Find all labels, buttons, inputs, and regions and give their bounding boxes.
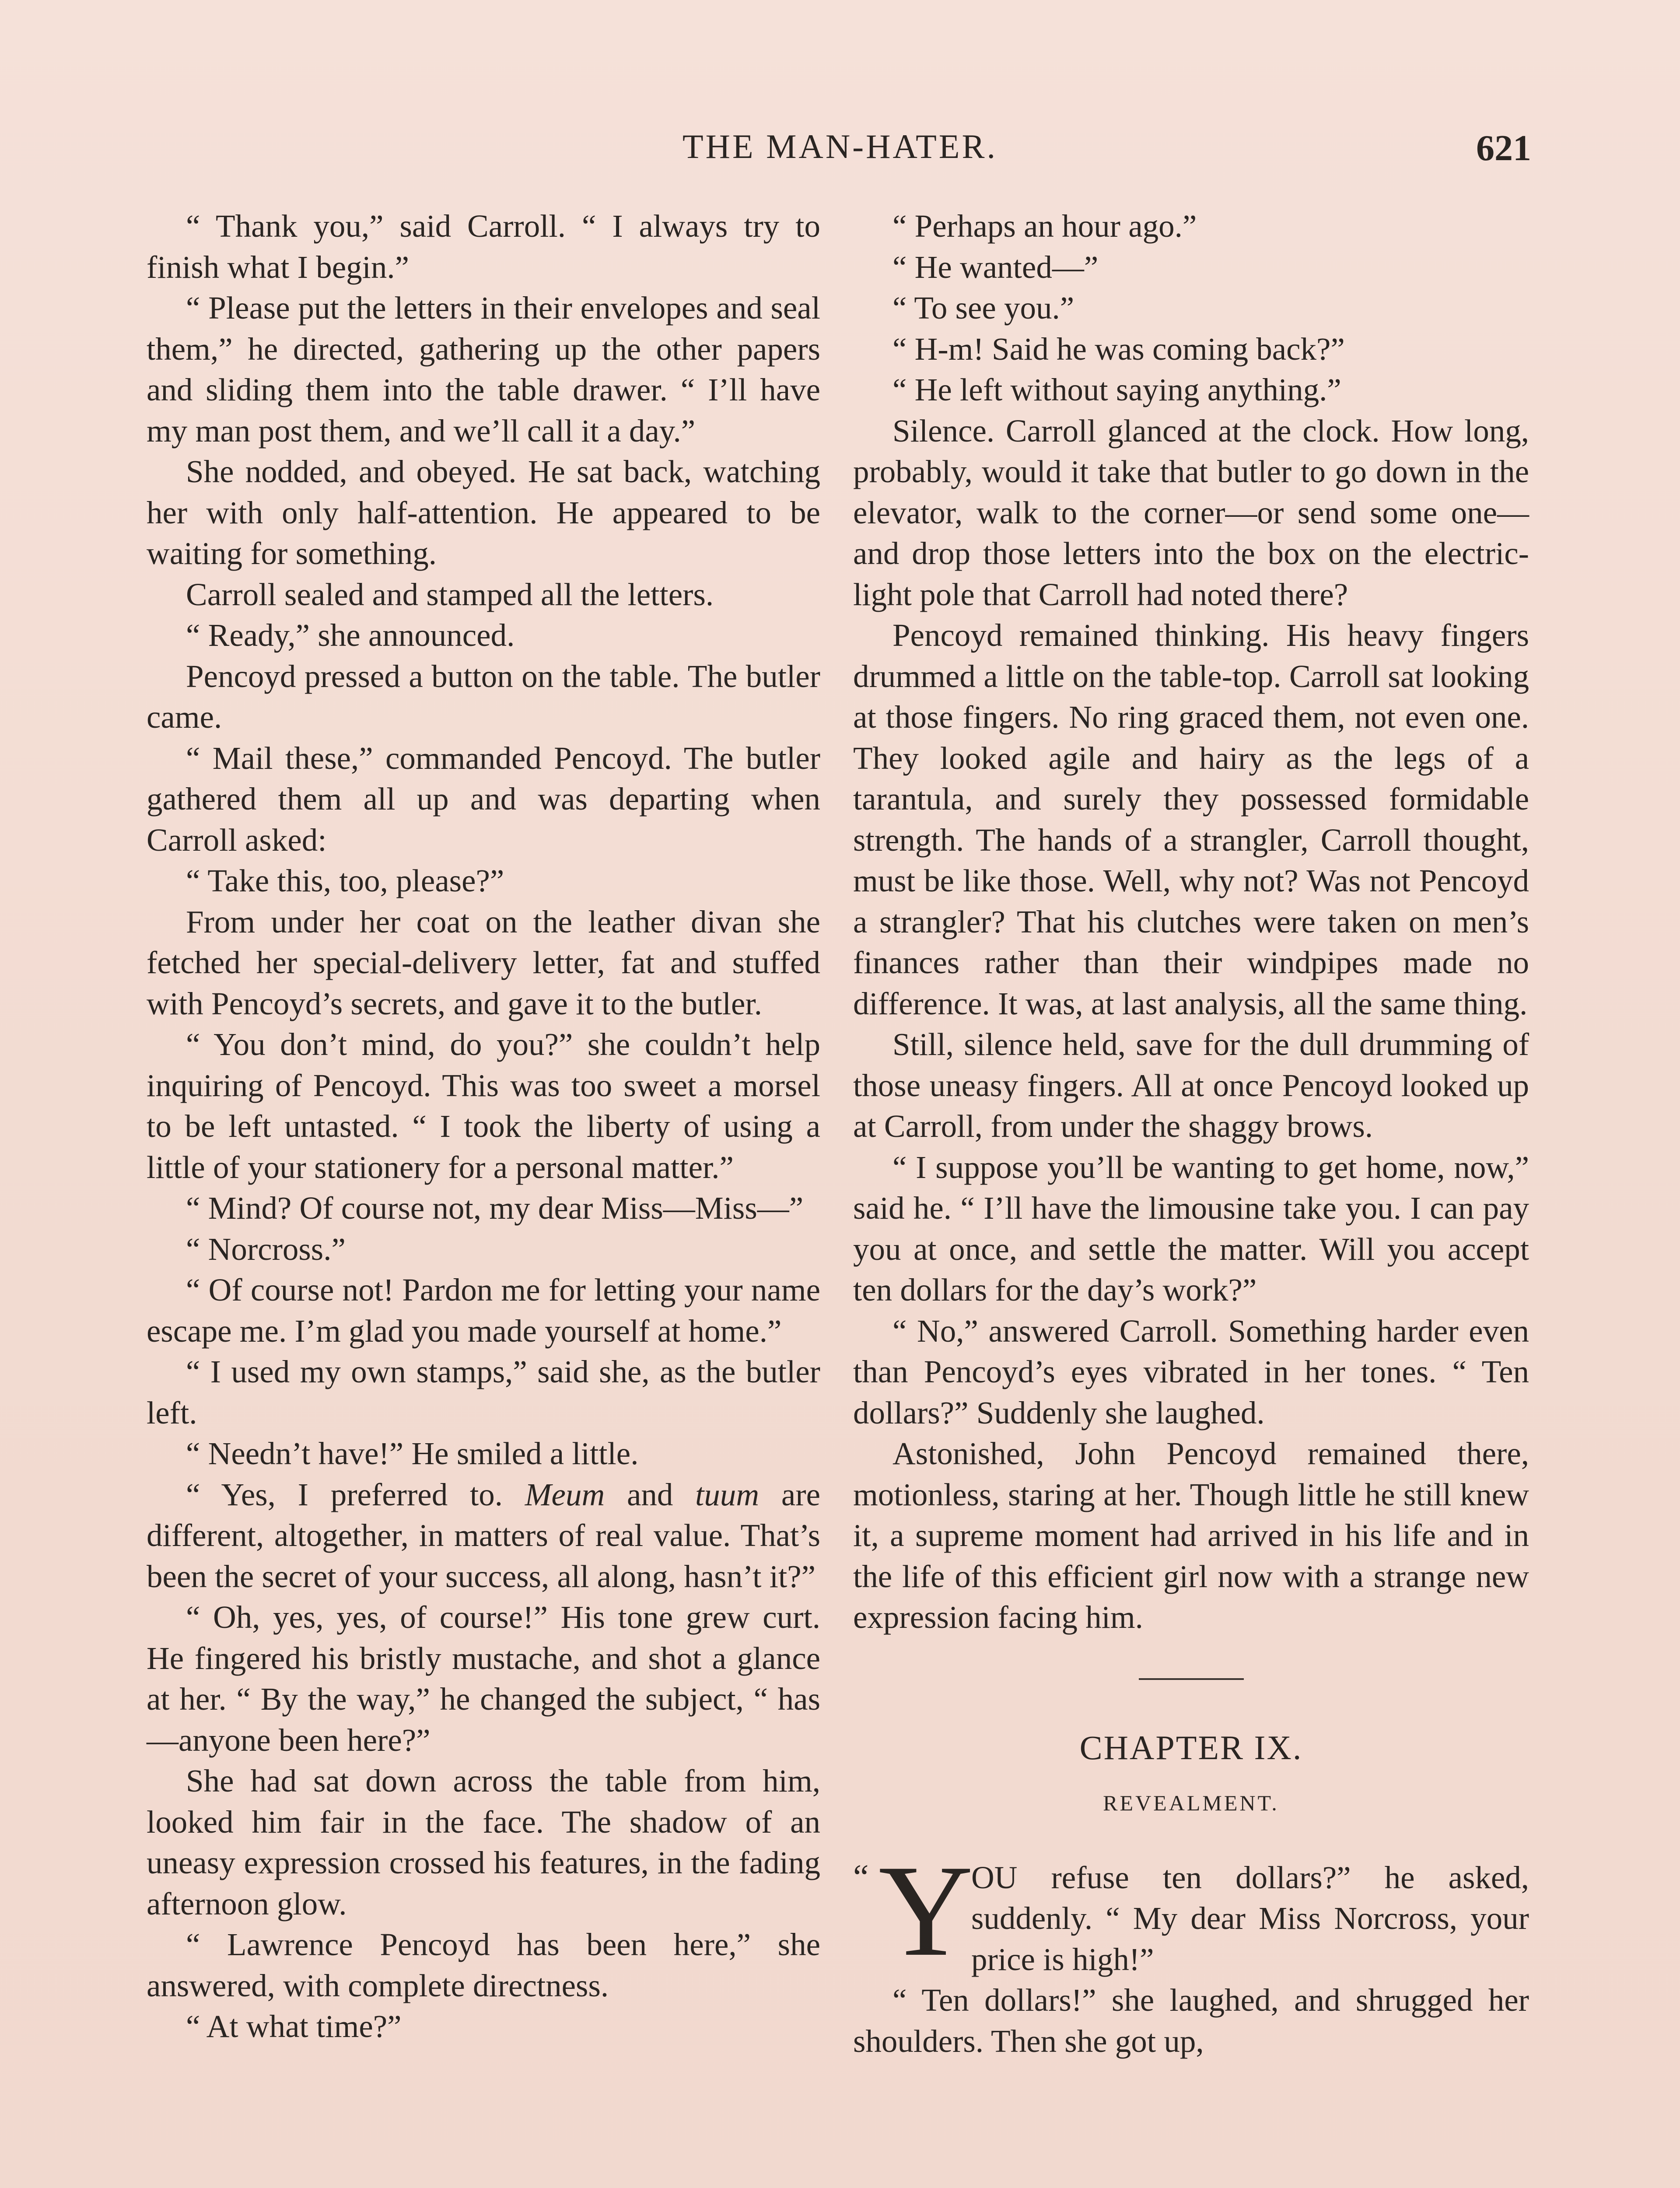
paragraph: “ Oh, yes, yes, of course!” His tone grew curt. He fingered his bristly mustache, and shot a glance at her. “ By the way,” he changed the subject, “ has—anyone been here?”: [147, 1599, 820, 1758]
paragraph: “ Ten dollars!” she laughed, and shrugged her shoulders. Then she got up,: [853, 1982, 1529, 2059]
drop-cap-quote: “: [853, 1858, 869, 1897]
paragraph: “ H-m! Said he was coming back?”: [892, 331, 1345, 367]
paragraph: “ Perhaps an hour ago.”: [892, 208, 1197, 244]
paragraph: “ You don’t mind, do you?” she couldn’t help inquiring of Pencoyd. This was too sweet a morsel to be left untasted. “ I took the liberty of using a little of your stationery for a personal matter.”: [147, 1027, 820, 1185]
drop-cap: [853, 1837, 973, 1983]
paragraph: “ I used my own stamps,” said she, as the butler left.: [147, 1354, 820, 1431]
paragraph: “ At what time?”: [186, 2009, 402, 2044]
paragraph: “ Of course not! Pardon me for letting your name escape me. I’m glad you made yourself at home.”: [147, 1272, 820, 1349]
drop-cap-letter: Y: [878, 1837, 973, 1983]
paragraph-meum-tuum: [147, 1474, 820, 1597]
paragraph: “ Ready,” she announced.: [186, 617, 515, 653]
running-title: THE MAN-HATER.: [682, 127, 998, 165]
paragraph: Silence. Carroll glanced at the clock. How long, probably, would it take that butler to go down in the elevator, walk to the corner—or send some one—and drop those letters into the box on the electric-light pole that Carroll had noted there?: [853, 413, 1529, 612]
italic-word-tuum: tuum: [695, 1476, 760, 1512]
section-divider: [1139, 1678, 1244, 1680]
chapter-subtitle: REVEALMENT.: [1103, 1791, 1279, 1815]
paragraph: Astonished, John Pencoyd remained there, motionless, staring at her. Though little he still knew it, a supreme moment had arrived in his life and in the life of this efficient girl now with a strange new expression facing him.: [853, 1436, 1529, 1635]
paragraph: “ Norcross.”: [186, 1231, 346, 1267]
italic-word-meum: Meum: [525, 1476, 605, 1512]
paragraph: “ Mail these,” commanded Pencoyd. The butler gathered them all up and was departing when Carroll asked:: [147, 740, 820, 858]
paragraph: “ To see you.”: [892, 290, 1074, 326]
paragraph: “ He left without saying anything.”: [892, 372, 1341, 407]
paragraph: Pencoyd remained thinking. His heavy fingers drummed a little on the table-top. Carroll sat looking at those fingers. No ring graced them, not even one. They looked agile and hairy as the legs of a tarantula, and surely they possessed formidable strength. The hands of a strangler, Carroll thought, must be like those. Well, why not? Was not Pencoyd a strangler? That his clutches were taken on men’s finances rather than their windpipes made no difference. It was, at last analysis, all the same thing.: [853, 617, 1529, 1021]
paragraph: “ Needn’t have!” He smiled a little.: [186, 1436, 639, 1471]
paragraph: “ Mind? Of course not, my dear Miss—Miss—”: [186, 1190, 804, 1226]
opening-text: OU refuse ten dollars?” he asked, suddenly. “ My dear Miss Norcross, your price is high!”: [971, 1859, 1529, 1977]
paragraph: “ Thank you,” said Carroll. “ I always try to finish what I begin.”: [147, 208, 820, 285]
text-run: and: [605, 1476, 696, 1512]
page-number: 621: [1476, 128, 1531, 168]
paragraph: “ Lawrence Pencoyd has been here,” she answered, with complete directness.: [147, 1927, 820, 2003]
page-header: [149, 127, 1531, 175]
paragraph: “ No,” answered Carroll. Something harder even than Pencoyd’s eyes vibrated in her tones. “ Ten dollars?” Suddenly she laughed.: [853, 1313, 1529, 1431]
paragraph: “ Please put the letters in their envelopes and seal them,” he directed, gathering up the other papers and sliding them into the table drawer. “ I’ll have my man post them, and we’ll call it a day.”: [147, 290, 820, 449]
paragraph: Pencoyd pressed a button on the table. The butler came.: [147, 658, 820, 735]
left-column: [147, 206, 820, 2047]
paragraph: From under her coat on the leather divan she fetched her special-delivery letter, fat and stuffed with Pencoyd’s secrets, and gave it to the butler.: [147, 904, 820, 1021]
chapter-title: CHAPTER IX.: [1079, 1728, 1303, 1767]
paragraph: “ Take this, too, please?”: [186, 863, 504, 898]
paragraph: Still, silence held, save for the dull drumming of those uneasy fingers. All at once Pencoyd looked up at Carroll, from under the shaggy brows.: [853, 1027, 1529, 1144]
paragraph: She had sat down across the table from him, looked him fair in the face. The shadow of an uneasy expression crossed his features, in the fading afternoon glow.: [147, 1763, 820, 1922]
paragraph: “ He wanted—”: [892, 249, 1099, 285]
text-run: are different, altogether, in matters of real value. That’s been the secret of your success, all along, hasn’t it?”: [147, 1476, 820, 1594]
chapter-opening-paragraph: [853, 1837, 1529, 1983]
right-column: [853, 206, 1529, 2062]
paragraph: “ I suppose you’ll be wanting to get home, now,” said he. “ I’ll have the limousine take you. I can pay you at once, and settle the matter. Will you accept ten dollars for the day’s work?”: [853, 1149, 1529, 1308]
paragraph: She nodded, and obeyed. He sat back, watching her with only half-attention. He appeared to be waiting for something.: [147, 454, 820, 571]
text-run: “ Yes, I preferred to.: [186, 1476, 525, 1512]
paragraph: Carroll sealed and stamped all the letters.: [186, 576, 714, 612]
